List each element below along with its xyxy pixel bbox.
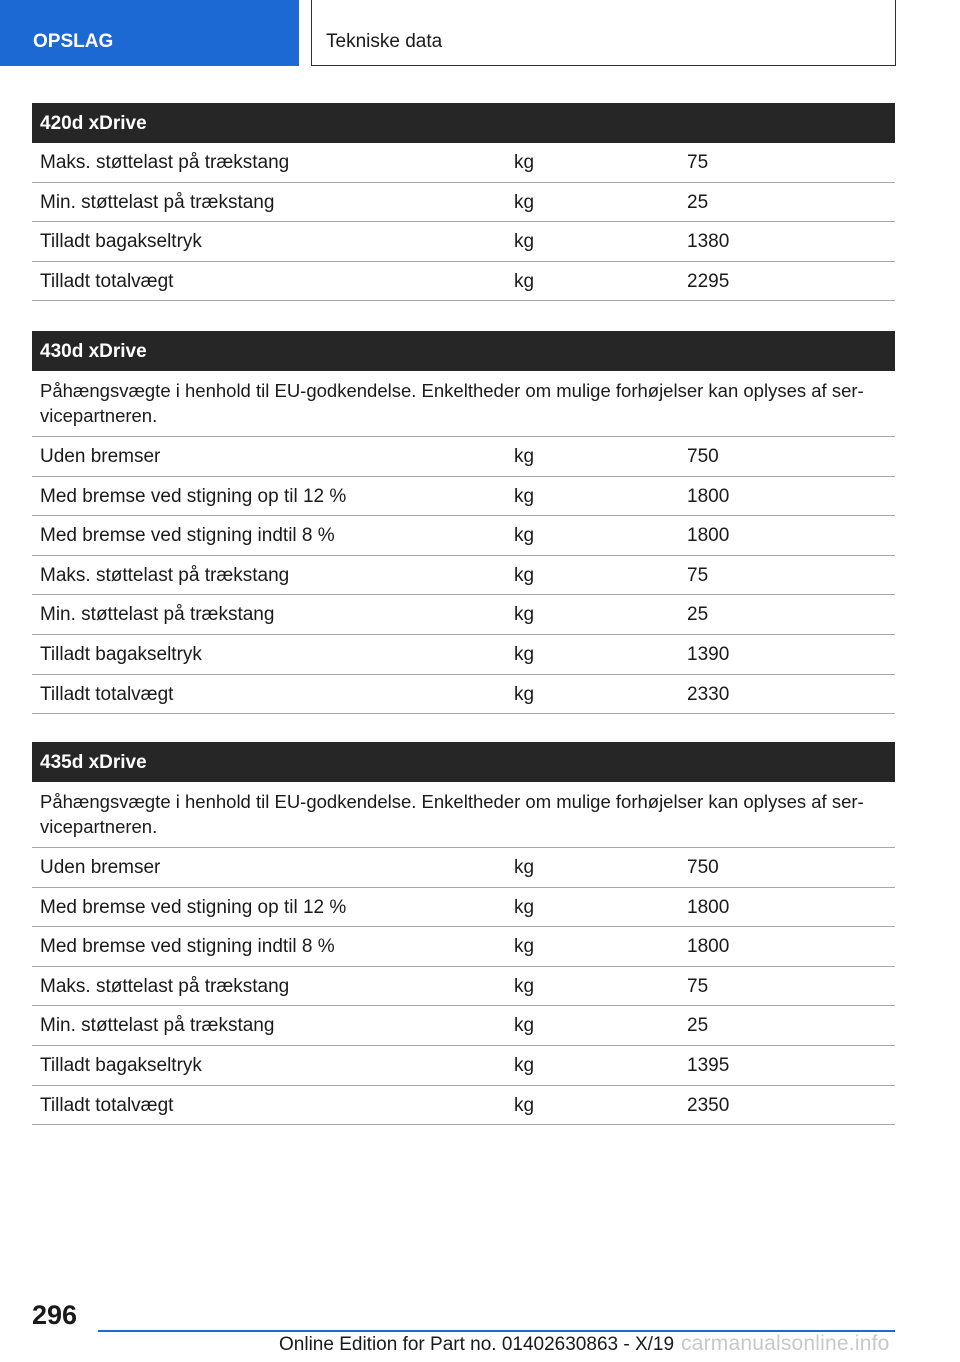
row-value: 2350 [687, 1094, 730, 1116]
row-value: 25 [687, 1015, 709, 1037]
spec-table-430d [32, 331, 895, 714]
row-label: Med bremse ved stigning indtil 8 % [40, 525, 335, 547]
table-row [32, 183, 895, 223]
row-value: 1800 [687, 485, 730, 507]
row-unit: kg [514, 485, 535, 507]
table-heading-text: 430d xDrive [40, 341, 147, 362]
row-value: 25 [687, 191, 709, 213]
row-value: 25 [687, 604, 709, 626]
row-value: 1800 [687, 896, 730, 918]
row-value: 1395 [687, 1054, 730, 1076]
row-unit: kg [514, 936, 535, 958]
table-note: Påhængsvægte i henhold til EU-godkendelse. Enkeltheder om mulige forhøjelser kan oplyses af ser-vicepartneren. [32, 371, 895, 437]
row-value: 2330 [687, 683, 730, 705]
page-header [311, 0, 896, 66]
row-label: Tilladt totalvægt [40, 1094, 174, 1116]
row-unit: kg [514, 564, 535, 586]
table-row [32, 1046, 895, 1086]
table-row [32, 1086, 895, 1126]
watermark: carmanualsonline.info [681, 1332, 890, 1355]
row-value: 75 [687, 975, 709, 997]
table-row [32, 888, 895, 928]
row-value: 750 [687, 857, 719, 878]
row-unit: kg [514, 1015, 535, 1037]
table-row [32, 635, 895, 675]
row-unit: kg [514, 975, 535, 997]
row-unit: kg [514, 683, 535, 705]
row-label: Med bremse ved stigning indtil 8 % [40, 936, 335, 958]
table-row [32, 595, 895, 635]
row-label: Uden bremser [40, 446, 161, 467]
row-unit: kg [514, 1094, 535, 1116]
row-label: Maks. støttelast på trækstang [40, 975, 290, 997]
table-row [32, 675, 895, 715]
page-number: 296 [32, 1300, 78, 1330]
row-label: Tilladt bagakseltryk [40, 643, 202, 665]
row-label: Tilladt bagakseltryk [40, 1054, 202, 1076]
table-note: Påhængsvægte i henhold til EU-godkendelse. Enkeltheder om mulige forhøjelser kan oplyses af ser-vicepartneren. [32, 782, 895, 848]
table-heading [32, 331, 895, 371]
row-value: 750 [687, 446, 719, 467]
table-row [32, 848, 895, 888]
table-row [32, 967, 895, 1007]
row-unit: kg [514, 525, 535, 547]
table-row [32, 927, 895, 967]
table-row [32, 222, 895, 262]
table-heading-text: 420d xDrive [40, 113, 147, 134]
row-unit: kg [514, 231, 535, 253]
row-value: 1380 [687, 231, 730, 253]
row-unit: kg [514, 896, 535, 918]
table-row [32, 516, 895, 556]
row-unit: kg [514, 1054, 535, 1076]
row-value: 1390 [687, 643, 730, 665]
table-row [32, 262, 895, 302]
row-label: Tilladt bagakseltryk [40, 231, 202, 253]
table-heading-text: 435d xDrive [40, 752, 147, 773]
row-label: Uden bremser [40, 857, 161, 878]
row-label: Maks. støttelast på trækstang [40, 152, 290, 173]
row-label: Tilladt totalvægt [40, 270, 174, 292]
row-label: Maks. støttelast på trækstang [40, 564, 290, 586]
row-unit: kg [514, 152, 535, 173]
table-heading [32, 742, 895, 782]
section-tab-label: OPSLAG [33, 31, 114, 52]
row-value: 75 [687, 152, 709, 173]
row-label: Med bremse ved stigning op til 12 % [40, 896, 347, 918]
table-row [32, 477, 895, 517]
row-label: Min. støttelast på trækstang [40, 1015, 275, 1037]
page-title: Tekniske data [326, 31, 443, 52]
row-label: Med bremse ved stigning op til 12 % [40, 485, 347, 507]
spec-table-435d [32, 742, 895, 1125]
row-unit: kg [514, 191, 535, 213]
table-row [32, 556, 895, 596]
row-unit: kg [514, 446, 535, 467]
spec-table-420d [32, 103, 895, 301]
table-heading [32, 103, 895, 143]
row-value: 75 [687, 564, 709, 586]
row-label: Tilladt totalvægt [40, 683, 174, 705]
row-label: Min. støttelast på trækstang [40, 191, 275, 213]
row-value: 2295 [687, 270, 730, 292]
row-label: Min. støttelast på trækstang [40, 604, 275, 626]
row-unit: kg [514, 270, 535, 292]
table-row [32, 437, 895, 477]
row-unit: kg [514, 643, 535, 665]
section-tab-opslag[interactable] [0, 0, 299, 66]
table-row [32, 1006, 895, 1046]
row-unit: kg [514, 604, 535, 626]
row-unit: kg [514, 857, 535, 878]
row-value: 1800 [687, 525, 730, 547]
table-row [32, 143, 895, 183]
row-value: 1800 [687, 936, 730, 958]
edition-text: Online Edition for Part no. 01402630863 - X/19 [279, 1334, 675, 1355]
